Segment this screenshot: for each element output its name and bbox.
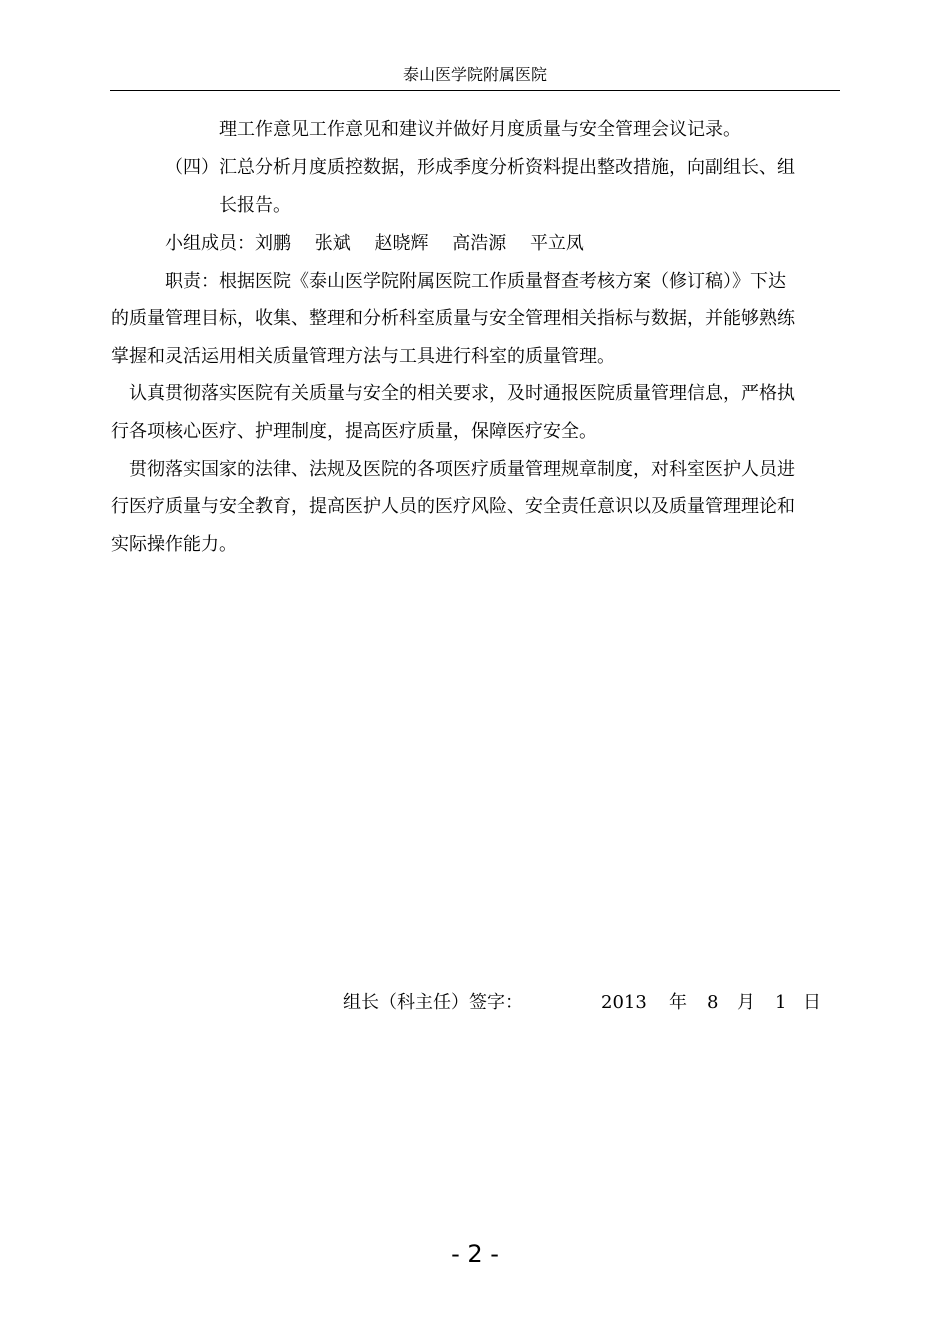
signature-label: 组长（科主任）签字： xyxy=(343,992,523,1013)
team-member: 赵晓辉 xyxy=(374,233,429,254)
team-member: 高浩源 xyxy=(452,233,507,254)
signature-day: 1 xyxy=(775,992,787,1013)
signature-year: 2013 xyxy=(601,992,647,1013)
signature-year-unit: 年 xyxy=(669,992,687,1013)
signature-day-unit: 日 xyxy=(803,992,821,1013)
team-member: 张斌 xyxy=(314,233,351,254)
signature-month-unit: 月 xyxy=(737,992,755,1013)
body-line: 的质量管理目标，收集、整理和分析科室质量与安全管理相关指标与数据，并能够熟练 xyxy=(111,308,795,329)
team-member: 平立凤 xyxy=(529,233,584,254)
page-number: - 2 - xyxy=(451,1240,499,1268)
team-members-label: 小组成员：刘鹏 xyxy=(165,233,291,254)
page-header-title: 泰山医学院附属医院 xyxy=(402,65,547,84)
body-line: 实际操作能力。 xyxy=(111,534,237,555)
body-line: 行医疗质量与安全教育，提高医护人员的医疗风险、安全责任意识以及质量管理理论和 xyxy=(111,496,795,517)
header-divider xyxy=(110,90,840,91)
body-line: 认真贯彻落实医院有关质量与安全的相关要求，及时通报医院质量管理信息，严格执 xyxy=(129,383,795,404)
body-line: 长报告。 xyxy=(219,195,291,216)
team-members-line xyxy=(165,231,584,257)
body-line: 理工作意见工作意见和建议并做好月度质量与安全管理会议记录。 xyxy=(219,119,741,140)
signature-month: 8 xyxy=(707,992,719,1013)
body-line: （四）汇总分析月度质控数据，形成季度分析资料提出整改措施，向副组长、组 xyxy=(165,157,795,178)
body-line: 掌握和灵活运用相关质量管理方法与工具进行科室的质量管理。 xyxy=(111,346,615,367)
body-line: 行各项核心医疗、护理制度，提高医疗质量，保障医疗安全。 xyxy=(111,421,597,442)
body-line: 贯彻落实国家的法律、法规及医院的各项医疗质量管理规章制度，对科室医护人员进 xyxy=(129,459,795,480)
body-line: 职责：根据医院《泰山医学院附属医院工作质量督查考核方案（修订稿）》下达 xyxy=(165,271,786,292)
